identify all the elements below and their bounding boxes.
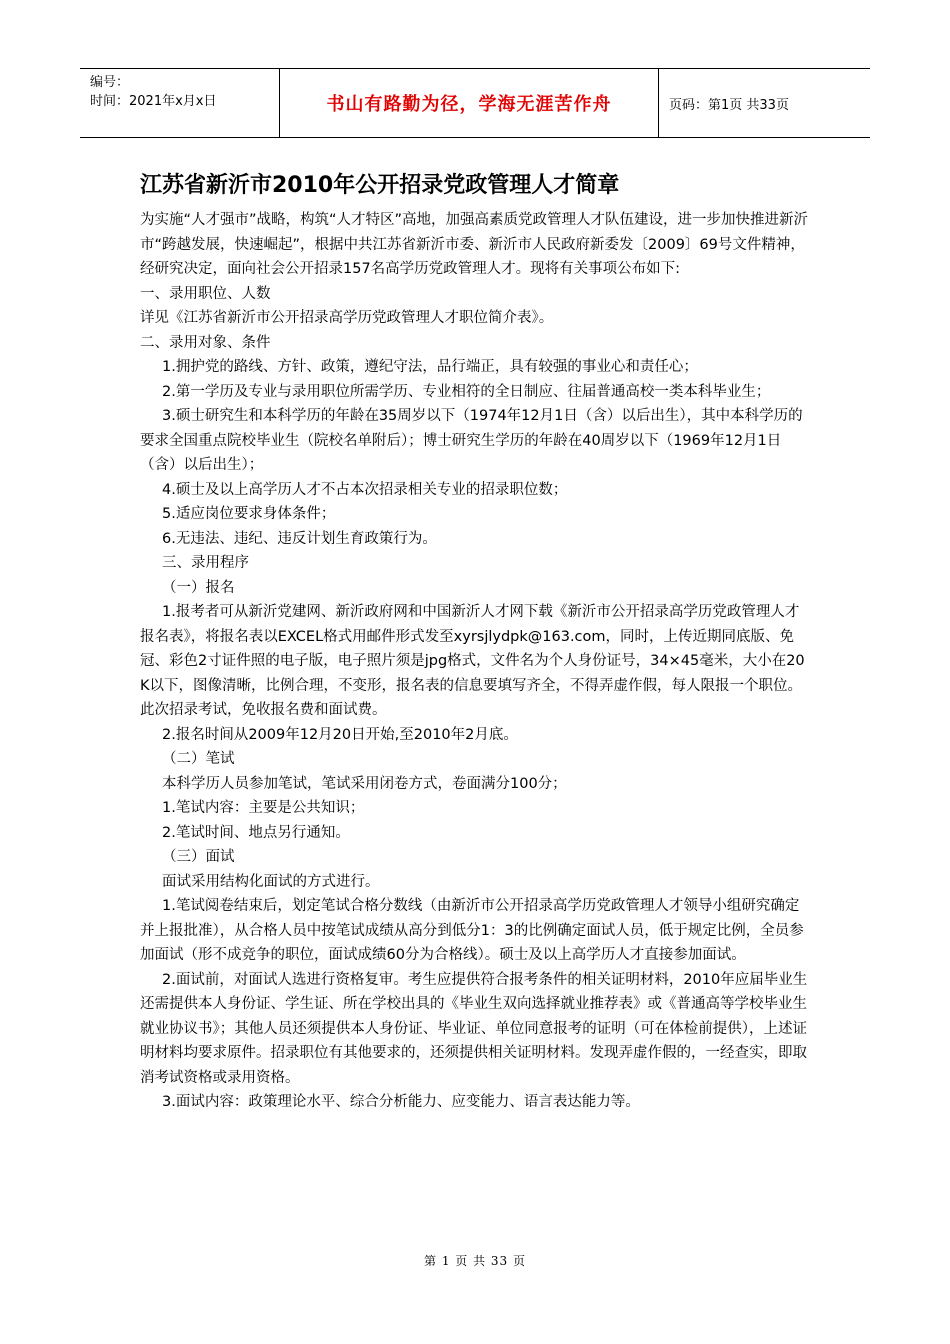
list-item: 6.无违法、违纪、违反计划生育政策行为。 <box>162 530 437 547</box>
subsection-heading: （三）面试 <box>162 849 235 865</box>
page-footer: 第 1 页 共 33 页 <box>424 1254 526 1268</box>
header-table <box>80 68 870 138</box>
document-title: 江苏省新沂市2010年公开招录党政管理人才简章 <box>140 173 620 198</box>
list-item: 1.拥护党的路线、方针、政策，遵纪守法，品行端正，具有较强的事业心和责任心； <box>162 359 698 375</box>
section-heading: 一、录用职位、人数 <box>140 285 271 302</box>
list-item: 3.面试内容：政策理论水平、综合分析能力、应变能力、语言表达能力等。 <box>162 1094 640 1110</box>
header-motto: 书山有路勤为径，学海无涯苦作舟 <box>326 94 612 115</box>
subsection-heading: （一）报名 <box>162 579 235 596</box>
section-heading: 二、录用对象、条件 <box>140 334 271 351</box>
list-item: 1.笔试内容：主要是公共知识； <box>162 800 365 816</box>
intro-paragraph: 为实施“人才强市”战略，构筑“人才特区”高地，加强高素质党政管理人才队伍建设，进一步加快推进新沂市“跨越发展，快速崛起”，根据中共江苏省新沂市委、新沂市人民政府新委发〔2009〕69号文件精神，经研究决定，面向社会公开招录157名高学历党政管理人才。现将有关事项公布如下: <box>140 212 809 277</box>
paragraph: 本科学历人员参加笔试，笔试采用闭卷方式，卷面满分100分； <box>162 775 567 792</box>
document-time-label: 时间：2021年x月x日 <box>90 94 217 109</box>
list-item: 4.硕士及以上高学历人才不占本次招录相关专业的招录职位数； <box>162 481 568 498</box>
list-item: 2.报名时间从2009年12月20日开始,至2010年2月底。 <box>162 726 518 743</box>
section-heading: 三、录用程序 <box>162 555 249 571</box>
header-motto-cell <box>280 69 659 137</box>
list-item: 2.第一学历及专业与录用职位所需学历、专业相符的全日制应、往届普通高校一类本科毕业生； <box>162 383 771 400</box>
header-meta <box>80 69 280 137</box>
header-page-cell <box>659 69 870 137</box>
list-item: 1.报考者可从新沂党建网、新沂政府网和中国新沂人才网下载《新沂市公开招录高学历党政管理人才报名表》，将报名表以EXCEL格式用邮件形式发至xyrsjlydpk@163.com，同时，上传近期同底版、免冠、彩色2寸证件照的电子版，电子照片须是jpg格式，文件名为个人身份证号，34×45毫米，大小在20K以下，图像清晰，比例合理，不变形，报名表的信息要填写齐全，不得弄虚作假，每人限报一个职位。此次招录考试，免收报名费和面试费。 <box>140 604 805 718</box>
document-body <box>140 208 810 1115</box>
list-item: 2.面试前，对面试人选进行资格复审。考生应提供符合报考条件的相关证明材料，2010年应届毕业生还需提供本人身份证、学生证、所在学校出具的《毕业生双向选择就业推荐表》或《普通高等学校毕业生就业协议书》；其他人员还须提供本人身份证、毕业证、单位同意报考的证明（可在体检前提供），上述证明材料均要求原件。招录职位有其他要求的，还须提供相关证明材料。发现弄虚作假的，一经查实，即取消考试资格或录用资格。 <box>140 971 808 1086</box>
header-page-label: 页码：第1页 共33页 <box>669 97 789 113</box>
paragraph: 面试采用结构化面试的方式进行。 <box>162 873 380 890</box>
paragraph: 详见《江苏省新沂市公开招录高学历党政管理人才职位简介表》。 <box>140 310 554 326</box>
list-item: 3.硕士研究生和本科学历的年龄在35周岁以下（1974年12月1日（含）以后出生），其中本科学历的要求全国重点院校毕业生（院校名单附后）；博士研究生学历的年龄在40周岁以下（1969年12月1日（含）以后出生）； <box>140 408 803 473</box>
list-item: 2.笔试时间、地点另行通知。 <box>162 824 350 841</box>
list-item: 1.笔试阅卷结束后，划定笔试合格分数线（由新沂市公开招录高学历党政管理人才领导小组研究确定并上报批准），从合格人员中按笔试成绩从高分到低分1：3的比例确定面试人员，低于规定比例，全员参加面试（形不成竞争的职位，面试成绩60分为合格线）。硕士及以上高学历人才直接参加面试。 <box>140 898 804 963</box>
document-number-label: 编号： <box>90 75 130 90</box>
subsection-heading: （二）笔试 <box>162 751 235 767</box>
list-item: 5.适应岗位要求身体条件； <box>162 506 336 522</box>
